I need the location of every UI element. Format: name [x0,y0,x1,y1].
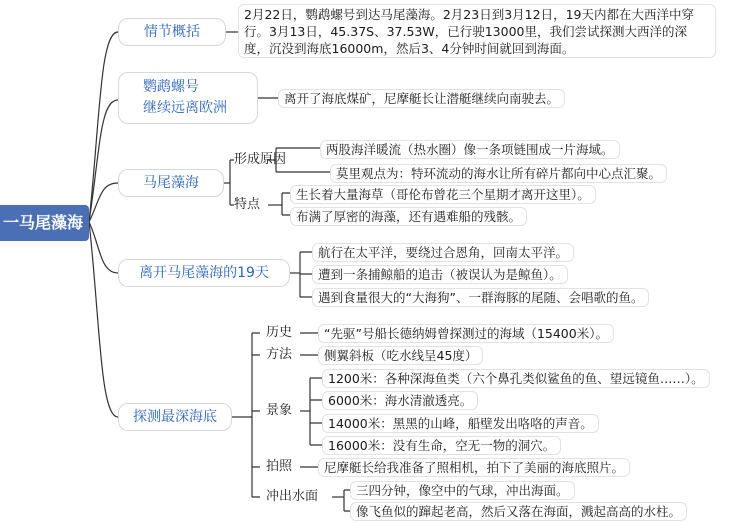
probe-surface-label[interactable]: 冲出水面 [266,489,319,504]
branch-nautilus-line1: 鹦鹉螺号 [143,79,199,95]
branch-nautilus-line2: 继续远离欧洲 [143,100,227,116]
probe-method-text: 侧翼斜板（吃水线呈45度） [318,346,483,365]
plot-summary-text: 2月22日，鹦鹉螺号到达马尾藻海。2月23日到3月12日，19天内都在大西洋中穿行。3月13日，45.37S、37.53W，已行驶13000里，我们尝试探测大西洋的深度，沉没到海底16000m，然后3、4分钟时间就回到海面。 [238,4,716,58]
sargasso-feature-item-1: 生长着大量海草（哥伦布曾花三个星期才离开这里）。 [290,185,596,204]
branch-deep-probe-label: 探测最深海底 [133,409,217,425]
probe-scene-label[interactable]: 景象 [266,403,293,418]
probe-scene-item-1: 1200米：各种深海鱼类（六个鼻孔类似鲨鱼的鱼、望远镜鱼……）。 [322,369,710,388]
probe-history-text: “先驱”号船长德纳姆曾探测过的海域（15400米）。 [318,324,614,343]
nautilus-text: 离开了海底煤矿，尼摩艇长让潜艇继续向南驶去。 [278,89,565,108]
branch-plot-summary[interactable] [118,18,226,46]
sargasso-cause-label[interactable]: 形成原因 [234,152,287,167]
branch-nautilus[interactable] [118,72,258,124]
probe-scene-item-3: 14000米：黑黑的山峰，船壁发出咯咯的声音。 [322,414,599,433]
probe-scene-item-2: 6000米：海水清澈透亮。 [322,391,478,410]
probe-surface-item-1: 三四分钟，像空中的气球，冲出海面。 [350,481,575,500]
probe-surface-item-2: 像飞鱼似的蹿起老高，然后又落在海面，溅起高高的水柱。 [350,502,687,521]
branch-sargasso[interactable] [118,169,224,197]
root-topic[interactable]: 一马尾藻海 [0,205,89,241]
probe-photo-label[interactable]: 拍照 [266,459,293,474]
leave-item-3: 遇到食量很大的“大海狗”、一群海豚的尾随、会唱歌的鱼。 [312,288,649,307]
branch-deep-probe[interactable] [118,403,232,431]
leave-item-2: 遭到一条捕鲸船的追击（被误认为是鲸鱼）。 [312,265,568,284]
sargasso-feature-label[interactable]: 特点 [234,197,261,212]
probe-method-label[interactable]: 方法 [266,347,293,362]
leave-item-1: 航行在太平洋，要绕过合恩角，回南太平洋。 [312,243,574,262]
sargasso-feature-item-2: 布满了厚密的海藻，还有遇难船的残骸。 [290,207,527,226]
sargasso-cause-item-2: 莫里观点为：特环流动的海水让所有碎片都向中心点汇聚。 [330,164,667,183]
branch-plot-summary-label: 情节概括 [144,24,200,40]
branch-leave-sargasso-label: 离开马尾藻海的19天 [139,265,269,281]
probe-scene-item-4: 16000米：没有生命，空无一物的洞穴。 [322,436,561,455]
probe-history-label[interactable]: 历史 [266,325,293,340]
branch-leave-sargasso[interactable] [118,259,290,287]
branch-sargasso-label: 马尾藻海 [143,175,199,191]
sargasso-cause-item-1: 两股海洋暖流（热水圈）像一条项链围成一片海域。 [320,140,620,159]
probe-photo-text: 尼摩艇长给我准备了照相机，拍下了美丽的海底照片。 [318,458,630,477]
